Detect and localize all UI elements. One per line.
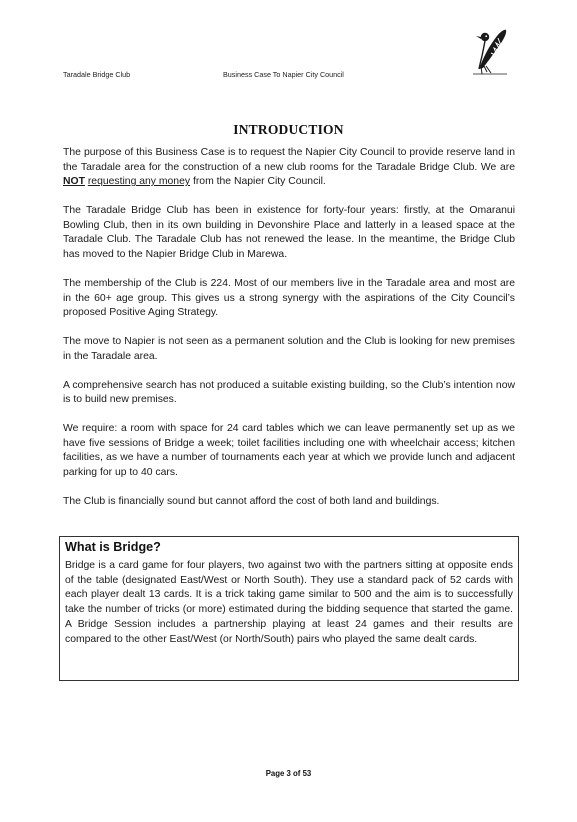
header-club-name: Taradale Bridge Club bbox=[63, 70, 131, 79]
paragraph-text: from the Napier City Council. bbox=[190, 176, 326, 188]
page-title: INTRODUCTION bbox=[233, 122, 344, 137]
fantail-bird-icon bbox=[471, 24, 509, 76]
page-header bbox=[63, 70, 514, 84]
paragraph-membership: The membership of the Club is 224. Most of our members live in the Taradale area and most are in the 60+ age group. This gives us a strong synergy with the aspirations of the City Council’s proposed Positive Aging Strategy. bbox=[63, 277, 515, 319]
page-number: Page 3 of 53 bbox=[265, 769, 312, 778]
paragraph-history: The Taradale Bridge Club has been in existence for forty-four years: firstly, at the Omaranui Bowling Club, then in its own building in Devonshire Place and latterly in a leased space at the Taradale Club. The Taradale Club has not renewed the lease. In the meantime, the Bridge Club has moved to the Napier Bridge Club in Marewa. bbox=[63, 205, 515, 260]
box-heading: What is Bridge? bbox=[65, 540, 161, 554]
paragraph-text: The purpose of this Business Case is to request the Napier City Council to provide reserve land in the Taradale area for the construction of a new club rooms for the Taradale Bridge Club. We are bbox=[63, 147, 515, 173]
paragraph-finances: The Club is financially sound but cannot afford the cost of both land and buildings. bbox=[63, 496, 440, 508]
paragraph-requirements: We require: a room with space for 24 card tables which we can leave permanently set up as we have five sessions of Bridge a week; toilet facilities including one with wheelchair access; kitchen facilities, as we have a number of tournaments each year at which we provide lunch and adjacent parking for up to 40 cars. bbox=[63, 423, 515, 479]
what-is-bridge-box bbox=[59, 536, 519, 681]
box-text: Bridge is a card game for four players, two against two with the partners sitting at opposite ends of the table (designated East/West or North South). They use a standard pack of 52 cards with each player dealt 13 cards. It is a trick taking game similar to 500 and the aim is to successfully take the number of tricks (or more) estimated during the bidding sequence that started the game. A Bridge Session includes a partnership playing at least 24 games and their results are compared to the other East/West (or North/South) pairs who played the same dealt cards. bbox=[65, 560, 513, 645]
paragraph-search: A comprehensive search has not produced a suitable existing building, so the Club’s intention now is to build new premises. bbox=[63, 379, 515, 406]
paragraph-purpose bbox=[63, 146, 515, 190]
emphasis-requesting: requesting any money bbox=[87, 176, 191, 188]
emphasis-not: NOT bbox=[63, 176, 85, 188]
document-body bbox=[63, 146, 515, 524]
paragraph-move: The move to Napier is not seen as a permanent solution and the Club is looking for new premises in the Taradale area. bbox=[63, 336, 515, 362]
header-document-title: Business Case To Napier City Council bbox=[223, 70, 344, 79]
